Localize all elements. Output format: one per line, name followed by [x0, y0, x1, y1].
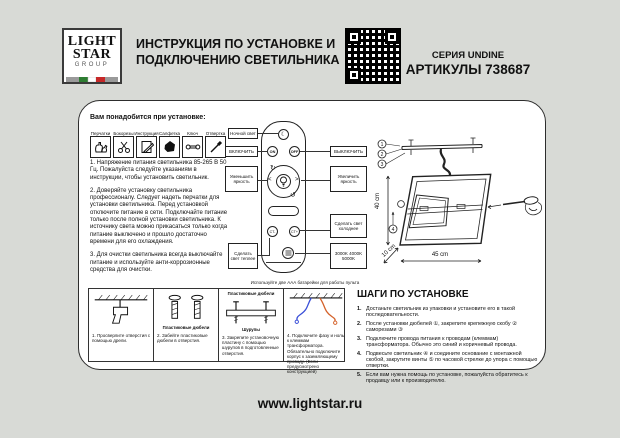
callout-dim: Уменьшить яркость	[225, 166, 258, 192]
connector-line	[258, 151, 268, 152]
step-panel-4	[284, 289, 348, 375]
rotate-ccw-icon: ↺	[290, 192, 296, 199]
napkin-icon	[162, 139, 178, 155]
step-caption: 4. Подключите фазу и ноль к клеммам трансформатора. Обязательно подключите корпус к заземляющему проводу. (Если предусмотрено конструкцией)	[287, 333, 345, 375]
svg-text:3: 3	[380, 162, 384, 168]
remote-caption: Используйте две ААА батарейки для работы пульта	[250, 280, 360, 285]
install-step: 4. Подвесьте светильник ④ и соедините основание с монтажной скобой, закрутите винты ⑤ по часовой стрелке до упора с помощью отвертки.	[357, 350, 538, 370]
width-dimension-label: 45 cm	[431, 252, 449, 258]
install-step: 5. Если вам нужна помощь по установке, пожалуйста обратитесь к продавцу или к производителю.	[357, 371, 528, 385]
connector-line	[300, 151, 330, 152]
install-step: 3. Подключите провода питания к проводам (клеммам) трансформатора. Обычно это синий и коричневый провода.	[357, 335, 517, 349]
lightstar-logo	[62, 28, 122, 84]
qr-code-icon	[345, 28, 401, 84]
callout-brighten: Увеличить яркость	[330, 166, 367, 192]
logo-text: LIGHT	[67, 34, 117, 49]
cutters-icon	[116, 139, 132, 155]
svg-text:4: 4	[391, 227, 395, 233]
connector-line	[258, 180, 267, 181]
website-url: www.lightstar.ru	[257, 396, 363, 411]
night-light-button	[278, 129, 289, 140]
depth-dimension-label: 10 cm	[380, 243, 398, 259]
chevron-right-icon: >	[295, 177, 299, 183]
main-light-button	[276, 174, 291, 189]
tool-wrench: Ключ	[182, 136, 203, 158]
callout-turn-on: ВКЛЮЧИТЬ	[225, 146, 258, 157]
connector-line	[295, 253, 330, 254]
tools-row	[90, 131, 230, 160]
rotate-cw-icon: ↻	[270, 165, 276, 172]
battery-cover-line	[266, 262, 301, 263]
fixture-diagram	[375, 108, 545, 278]
step-caption: 1. Просверлите отверстия с помощью дрели.	[92, 333, 151, 344]
callout-colder: Сделать свет холоднее	[330, 214, 367, 238]
article-number: АРТИКУЛЫ 738687	[405, 62, 531, 77]
install-steps-list	[357, 306, 541, 387]
connector-line	[258, 255, 269, 256]
moon-icon: ☾	[280, 132, 287, 138]
page-title: ИНСТРУКЦИЯ ПО УСТАНОВКЕ И ПОДКЛЮЧЕНИЮ СВЕТИЛЬНИКА	[136, 37, 340, 67]
tool-cutters: Бокорезы	[113, 136, 134, 158]
install-step: 2. После установки дюбелей ①, закрепите крепежную скобу ② саморезами ③	[357, 320, 517, 334]
paragraph-1: 1. Напряжение питания светильника 85-265 В 50 Гц. Пожалуйста следуйте указаниям в инструкции, чтобы установить светильник.	[90, 160, 227, 181]
drill-icon	[91, 291, 151, 331]
italian-flag-icon	[66, 77, 118, 82]
logo-text: STAR	[72, 47, 112, 62]
connector-line	[258, 133, 278, 134]
connector-line	[300, 230, 330, 231]
tool-gloves: Перчатки	[90, 136, 111, 158]
dowels-label: Пластиковые дюбели	[227, 291, 275, 296]
connector-line	[269, 238, 270, 256]
callout-night-light: Ночной свет	[228, 128, 258, 139]
step-panel-3	[219, 289, 284, 361]
logo-text: GROUP	[74, 62, 110, 68]
step-panel-2	[154, 289, 219, 361]
dowels-label: Пластиковые дюбели	[162, 325, 210, 330]
callout-color-temps: 3000K 4000K 5000K	[330, 243, 367, 269]
step-panels	[88, 288, 345, 375]
svg-text:2: 2	[380, 152, 384, 158]
on-button: ON	[267, 146, 278, 157]
callout-warmer: Сделать свет теплее	[228, 243, 258, 269]
screws-label: Шурупы	[242, 327, 260, 332]
off-button: OFF	[289, 146, 300, 157]
bulb-icon	[279, 176, 288, 187]
install-step: 1. Достаньте светильник из упаковки и установите его в такой последовательности.	[357, 306, 515, 319]
tool-screwdriver: Отвертка	[205, 136, 226, 158]
needs-title: Вам понадобится при установке:	[90, 114, 206, 121]
step-caption: 3. Закрепите установочную пластину с помощью шурупов в подготовленные отверстия.	[222, 335, 280, 356]
connector-line	[301, 180, 330, 181]
safety-paragraphs	[90, 160, 228, 280]
callout-turn-off: ВЫКЛЮЧИТЬ	[330, 146, 367, 157]
document-icon	[139, 139, 155, 155]
cold-light-button: CT+	[289, 226, 300, 237]
wires-icon	[286, 291, 346, 331]
screwdriver-icon	[208, 139, 224, 155]
step-panel-1	[89, 289, 154, 361]
install-steps-title: ШАГИ ПО УСТАНОВКЕ	[357, 289, 469, 300]
tool-instruction: Инструкция	[136, 136, 157, 158]
warm-light-button: CT-	[267, 226, 278, 237]
color-temp-cycle-button	[282, 247, 294, 259]
step-caption: 2. Забейте пластиковые дюбели в отверстия.	[157, 333, 208, 344]
paragraph-2: 2. Доверяйте установку светильника профессионалу. Следует надеть перчатки для установки светильника. Перед установкой отключите питание в сети. Подключайте питание только после полной установки светильника. К источнику света можно прикасаться только когда питание выключено и прошло достаточно времени для его охлаждения.	[90, 187, 228, 245]
segments-icon	[285, 250, 292, 256]
tool-napkin: Салфетка	[159, 136, 180, 158]
mounting-plate-icon	[221, 298, 281, 328]
gloves-icon	[93, 139, 109, 155]
remote-window	[268, 206, 299, 216]
series-label: СЕРИЯ UNDINE	[431, 50, 505, 61]
height-dimension-label: 40 cm	[375, 192, 381, 210]
paragraph-3: 3. Для очистки светильника всегда выключайте питание и используйте анти-коррозионные средства для очистки.	[90, 252, 223, 273]
wrench-icon	[185, 139, 201, 155]
dowels-icon	[156, 291, 216, 325]
svg-text:1: 1	[380, 142, 384, 148]
chevron-left-icon: <	[268, 177, 272, 183]
